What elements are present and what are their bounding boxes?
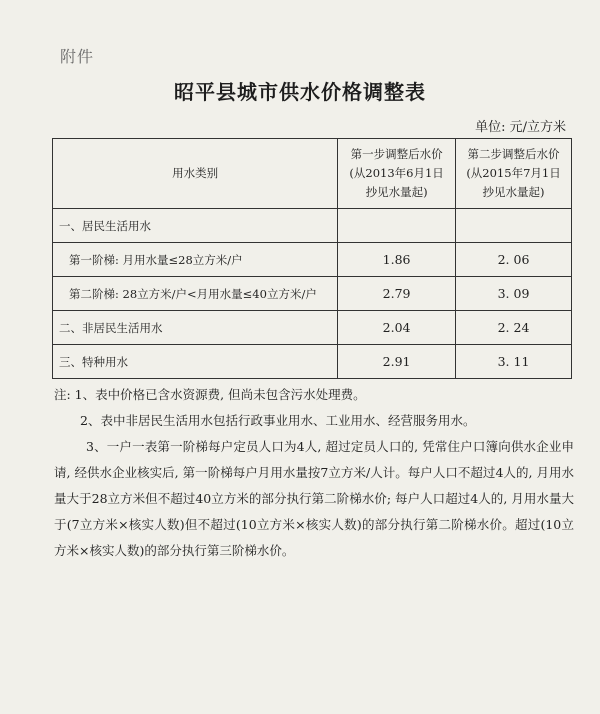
header-step1-line: (从2013年6月1日 — [349, 166, 444, 180]
row-category: 二、非居民生活用水 — [53, 311, 338, 345]
row-step2-price: 3. 11 — [456, 345, 572, 379]
header-step1-line: 第一步调整后水价 — [350, 147, 443, 161]
page-title: 昭平县城市供水价格调整表 — [174, 80, 426, 104]
row-step2-price — [456, 209, 572, 243]
note-item: 注: 1、表中价格已含水资源费, 但尚未包含污水处理费。 — [54, 387, 366, 402]
header-step1-line: 抄见水量起) — [365, 185, 428, 199]
row-category: 三、特种用水 — [53, 345, 338, 379]
price-table — [52, 138, 572, 379]
header-step2 — [456, 139, 572, 209]
header-step2-line: (从2015年7月1日 — [466, 166, 561, 180]
row-category: 第二阶梯: 28立方米/户<月用水量≤40立方米/户 — [53, 277, 338, 311]
table-header-row — [53, 139, 572, 209]
row-step2-price: 2. 06 — [456, 243, 572, 277]
row-category: 一、居民生活用水 — [53, 209, 338, 243]
table-row — [53, 311, 572, 345]
notes-section — [54, 382, 574, 564]
table-row — [53, 243, 572, 277]
unit-label: 单位: 元/立方米 — [475, 120, 566, 135]
row-step2-price: 2. 24 — [456, 311, 572, 345]
row-step1-price: 2.91 — [338, 345, 456, 379]
attachment-label: 附件 — [60, 47, 95, 66]
row-step1-price: 1.86 — [338, 243, 456, 277]
header-step2-line: 抄见水量起) — [482, 185, 545, 199]
row-step1-price — [338, 209, 456, 243]
header-category: 用水类别 — [53, 139, 338, 209]
table-row — [53, 209, 572, 243]
header-step1 — [338, 139, 456, 209]
row-step2-price: 3. 09 — [456, 277, 572, 311]
table-row — [53, 345, 572, 379]
table-row — [53, 277, 572, 311]
note-item: 3、一户一表第一阶梯每户定员人口为4人, 超过定员人口的, 凭常住户口簿向供水企业申请, 经供水企业核实后, 第一阶梯每户月用水量按7立方米/人计。每户人口不超过4人的, 月用水量大于28立方米但不超过40立方米的部分执行第二阶梯水价; 每户人口超过4人的, 月用水量大于(7立方米×核实人数)但不超过(10立方米×核实人数)的部分执行第二阶梯水价。超过(10立方米×核实人数)的部分执行第三阶梯水价。 — [54, 439, 574, 558]
row-category: 第一阶梯: 月用水量≤28立方米/户 — [53, 243, 338, 277]
header-step2-line: 第二步调整后水价 — [467, 147, 560, 161]
note-item: 2、表中非居民生活用水包括行政事业用水、工业用水、经营服务用水。 — [80, 413, 476, 428]
row-step1-price: 2.79 — [338, 277, 456, 311]
row-step1-price: 2.04 — [338, 311, 456, 345]
